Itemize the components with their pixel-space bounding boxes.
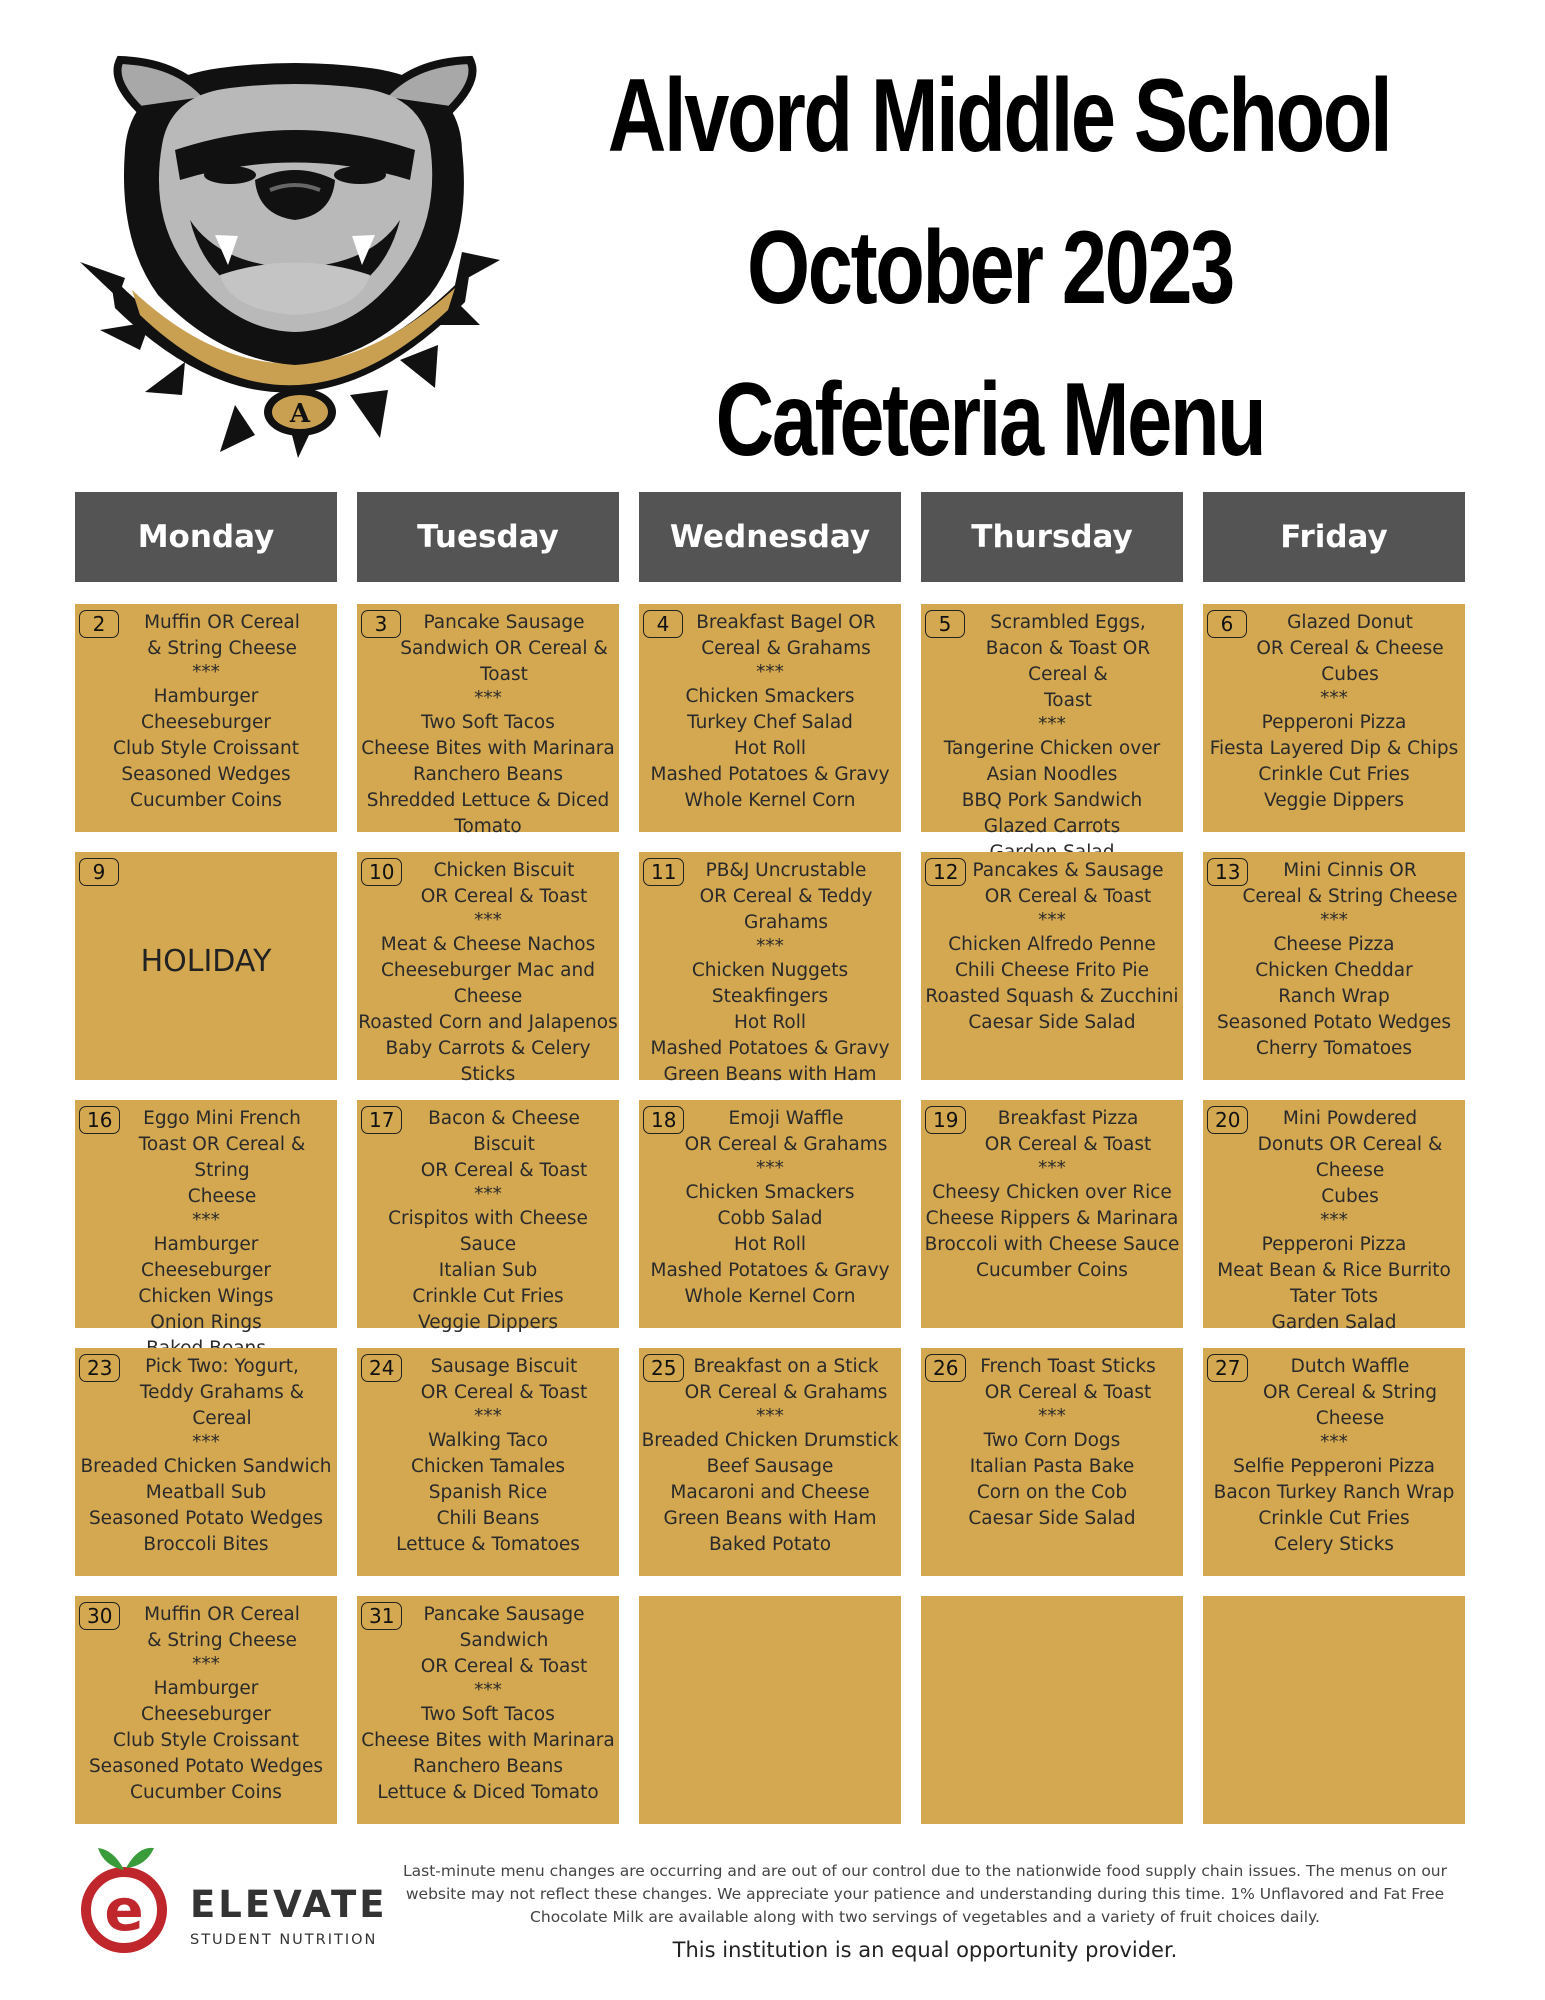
date-badge: 24 <box>361 1354 402 1382</box>
breakfast-items: Muffin OR Cereal & String Cheese <box>144 612 300 659</box>
empty-day-cell <box>921 1596 1183 1824</box>
lunch-items: Two Soft Tacos Cheese Bites with Marinara Ranchero Beans Shredded Lettuce & Diced Tomato <box>361 712 615 837</box>
lunch-items: Breaded Chicken Sandwich Meatball Sub Seasoned Potato Wedges Broccoli Bites <box>80 1456 332 1555</box>
elevate-brand-name: ELEVATE <box>190 1883 388 1926</box>
menu-items <box>357 1354 619 1558</box>
date-badge: 19 <box>925 1106 966 1134</box>
date-badge: 6 <box>1207 610 1247 638</box>
date-badge: 25 <box>643 1354 684 1382</box>
breakfast-items: Mini Cinnis OR Cereal & String Cheese <box>1242 860 1458 907</box>
breakfast-items: Scrambled Eggs, Bacon & Toast OR Cereal & Toast <box>985 612 1151 711</box>
breakfast-items: Pick Two: Yogurt, Teddy Grahams & Cereal <box>139 1356 305 1429</box>
elevate-letter: e <box>104 1876 144 1944</box>
day-cell-oct-24 <box>357 1348 619 1576</box>
date-badge: 26 <box>925 1354 966 1382</box>
day-cell-oct-27 <box>1203 1348 1465 1576</box>
lunch-items: Hamburger Cheeseburger Club Style Croissant Seasoned Wedges Cucumber Coins <box>113 686 299 811</box>
meal-separator: *** <box>1038 1158 1066 1179</box>
breakfast-items: PB&J Uncrustable OR Cereal & Teddy Grahams <box>699 860 873 933</box>
date-badge: 5 <box>925 610 965 638</box>
breakfast-items: Pancake Sausage Sandwich OR Cereal & Toast <box>400 612 608 685</box>
menu-items <box>75 1602 337 1806</box>
empty-day-cell <box>639 1596 901 1824</box>
menu-items <box>357 858 619 1088</box>
breakfast-items: Mini Powdered Donuts OR Cereal & Cheese Cubes <box>1257 1108 1443 1207</box>
date-badge: 12 <box>925 858 966 886</box>
date-badge: 9 <box>79 858 119 886</box>
equal-opportunity-statement: This institution is an equal opportunity provider. <box>672 1938 1178 1962</box>
menu-items <box>921 858 1183 1036</box>
lunch-items: Two Soft Tacos Cheese Bites with Marinara Ranchero Beans Lettuce & Diced Tomato <box>361 1704 615 1803</box>
day-cell-oct-31 <box>357 1596 619 1824</box>
day-cell-oct-5 <box>921 604 1183 837</box>
date-badge: 27 <box>1207 1354 1248 1382</box>
breakfast-items: Muffin OR Cereal & String Cheese <box>144 1604 300 1651</box>
day-header-friday: Friday <box>1203 492 1465 582</box>
title-line-menu: Cafeteria Menu <box>715 362 1265 478</box>
day-cell-oct-17 <box>357 1100 619 1333</box>
date-badge: 4 <box>643 610 683 638</box>
lunch-items: Chicken Alfredo Penne Chili Cheese Frito Pie Roasted Squash & Zucchini Caesar Side Salad <box>925 934 1179 1033</box>
lunch-items: Cheesy Chicken over Rice Cheese Rippers & Marinara Broccoli with Cheese Sauce Cucumber Coins <box>924 1182 1180 1281</box>
leaf-icon <box>98 1848 124 1870</box>
breakfast-items: Chicken Biscuit OR Cereal & Toast <box>420 860 588 907</box>
breakfast-items: Pancakes & Sausage OR Cereal & Toast <box>972 860 1164 907</box>
date-badge: 13 <box>1207 858 1248 886</box>
page-title <box>607 40 1391 496</box>
breakfast-items: French Toast Sticks OR Cereal & Toast <box>980 1356 1156 1403</box>
menu-items <box>639 610 901 814</box>
date-badge: 17 <box>361 1106 402 1134</box>
meal-separator: *** <box>192 1654 220 1675</box>
day-cell-oct-13 <box>1203 852 1465 1080</box>
day-cell-oct-19 <box>921 1100 1183 1328</box>
date-badge: 23 <box>79 1354 120 1382</box>
lunch-items: Meat & Cheese Nachos Cheeseburger Mac and Cheese Roasted Corn and Jalapenos Baby Carrots & Celery Sticks <box>358 934 618 1085</box>
date-badge: 3 <box>361 610 401 638</box>
day-header-monday: Monday <box>75 492 337 582</box>
day-cell-oct-18 <box>639 1100 901 1328</box>
menu-items <box>357 1602 619 1806</box>
lunch-items: Cheese Pizza Chicken Cheddar Ranch Wrap Seasoned Potato Wedges Cherry Tomatoes <box>1216 934 1452 1059</box>
meal-separator: *** <box>1320 1432 1348 1453</box>
lunch-items: Two Corn Dogs Italian Pasta Bake Corn on the Cob Caesar Side Salad <box>968 1430 1136 1529</box>
day-cell-oct-9 <box>75 852 337 1080</box>
lunch-items: Selfie Pepperoni Pizza Bacon Turkey Ranch Wrap Crinkle Cut Fries Celery Sticks <box>1213 1456 1455 1555</box>
meal-separator: *** <box>474 1184 502 1205</box>
menu-items <box>921 1106 1183 1284</box>
meal-separator: *** <box>1038 1406 1066 1427</box>
breakfast-items: Breakfast Pizza OR Cereal & Toast <box>984 1108 1152 1155</box>
meal-separator: *** <box>1320 910 1348 931</box>
meal-separator: *** <box>756 1406 784 1427</box>
date-badge: 20 <box>1207 1106 1248 1134</box>
menu-disclaimer: Last-minute menu changes are occurring and are out of our control due to the nationwide food supply chain issues. The menus on our website may not reflect these changes. We appreciate your patience and understanding during this time. 1% Unflavored and Fat Free Chocolate Milk are available along with two servings of vegetables and a variety of fruit choices daily. <box>402 1862 1447 1926</box>
lunch-items: Walking Taco Chicken Tamales Spanish Rice Chili Beans Lettuce & Tomatoes <box>396 1430 580 1555</box>
day-header-thursday: Thursday <box>921 492 1183 582</box>
menu-items <box>639 858 901 1088</box>
empty-day-cell <box>1203 1596 1465 1824</box>
day-cell-oct-3 <box>357 604 619 837</box>
medallion-letter: A <box>289 399 311 429</box>
lunch-items: Breaded Chicken Drumstick Beef Sausage Macaroni and Cheese Green Beans with Ham Baked Potato <box>641 1430 899 1555</box>
meal-separator: *** <box>192 1210 220 1231</box>
date-badge: 30 <box>79 1602 120 1630</box>
elevate-student-nutrition-logo <box>80 1832 388 1964</box>
title-line-school: Alvord Middle School <box>607 58 1391 174</box>
meal-separator: *** <box>1320 688 1348 709</box>
meal-separator: *** <box>474 688 502 709</box>
meal-separator: *** <box>756 662 784 683</box>
menu-items <box>357 610 619 840</box>
elevate-brand-sub: STUDENT NUTRITION <box>190 1932 378 1948</box>
breakfast-items: Dutch Waffle OR Cereal & String Cheese <box>1262 1356 1438 1429</box>
menu-items <box>75 1354 337 1558</box>
lunch-items: Hamburger Cheeseburger Club Style Croissant Seasoned Potato Wedges Cucumber Coins <box>88 1678 324 1803</box>
lunch-items: Hamburger Cheeseburger Chicken Wings Onion Rings <box>138 1234 274 1333</box>
day-cell-oct-6 <box>1203 604 1465 832</box>
menu-items <box>921 1354 1183 1532</box>
lunch-items: Pepperoni Pizza Meat Bean & Rice Burrito Tater Tots Garden Salad <box>1217 1234 1451 1333</box>
menu-items <box>75 1106 337 1362</box>
breakfast-items: Sausage Biscuit OR Cereal & Toast <box>420 1356 588 1403</box>
menu-items <box>357 1106 619 1336</box>
meal-separator: *** <box>1320 1210 1348 1231</box>
bulldog-mascot-logo <box>70 40 520 470</box>
meal-separator: *** <box>474 910 502 931</box>
day-cell-oct-26 <box>921 1348 1183 1576</box>
day-cell-oct-4 <box>639 604 901 832</box>
day-cell-oct-12 <box>921 852 1183 1080</box>
meal-separator: *** <box>192 662 220 683</box>
date-badge: 31 <box>361 1602 402 1630</box>
lunch-items: Pepperoni Pizza Fiesta Layered Dip & Chips Crinkle Cut Fries Veggie Dippers <box>1209 712 1459 811</box>
breakfast-items: Bacon & Cheese Biscuit OR Cereal & Toast <box>420 1108 588 1181</box>
lunch-items: Tangerine Chicken over Asian Noodles BBQ Pork Sandwich Glazed Carrots <box>943 738 1161 837</box>
menu-items <box>75 610 337 814</box>
menu-items <box>1203 858 1465 1062</box>
day-cell-oct-25 <box>639 1348 901 1576</box>
breakfast-items: Emoji Waffle OR Cereal & Grahams <box>684 1108 888 1155</box>
day-cell-oct-16 <box>75 1100 337 1333</box>
breakfast-items: Pancake Sausage Sandwich OR Cereal & Toast <box>420 1604 588 1677</box>
date-badge: 10 <box>361 858 402 886</box>
meal-separator: *** <box>756 936 784 957</box>
date-badge: 18 <box>643 1106 684 1134</box>
meal-separator: *** <box>474 1406 502 1427</box>
lunch-items: Chicken Smackers Turkey Chef Salad Hot Roll Mashed Potatoes & Gravy Whole Kernel Corn <box>650 686 890 811</box>
day-cell-oct-23 <box>75 1348 337 1576</box>
day-header-tuesday: Tuesday <box>357 492 619 582</box>
breakfast-items: Eggo Mini French Toast OR Cereal & String Cheese <box>138 1108 306 1207</box>
lunch-items: Chicken Nuggets Steakfingers Hot Roll Mashed Potatoes & Gravy Green Beans with Ham <box>650 960 890 1085</box>
holiday-label: HOLIDAY <box>140 944 272 979</box>
menu-items <box>1203 610 1465 814</box>
menu-items <box>1203 1106 1465 1336</box>
day-header-wednesday: Wednesday <box>639 492 901 582</box>
date-badge: 16 <box>79 1106 120 1134</box>
meal-separator: *** <box>1038 714 1066 735</box>
lunch-items: Crispitos with Cheese Sauce Italian Sub Crinkle Cut Fries Veggie Dippers <box>388 1208 588 1333</box>
breakfast-items: Breakfast on a Stick OR Cereal & Grahams <box>684 1356 888 1403</box>
day-cell-oct-11 <box>639 852 901 1085</box>
title-line-month: October 2023 <box>747 210 1233 326</box>
meal-separator: *** <box>1038 910 1066 931</box>
day-cell-oct-10 <box>357 852 619 1085</box>
date-badge: 2 <box>79 610 119 638</box>
meal-separator: *** <box>192 1432 220 1453</box>
meal-separator: *** <box>474 1680 502 1701</box>
date-badge: 11 <box>643 858 684 886</box>
menu-items <box>1203 1354 1465 1558</box>
menu-items <box>639 1354 901 1558</box>
breakfast-items: Glazed Donut OR Cereal & Cheese Cubes <box>1256 612 1444 685</box>
day-cell-oct-30 <box>75 1596 337 1824</box>
day-cell-oct-20 <box>1203 1100 1465 1333</box>
meal-separator: *** <box>756 1158 784 1179</box>
menu-items <box>921 610 1183 866</box>
lunch-items: Chicken Smackers Cobb Salad Hot Roll Mashed Potatoes & Gravy Whole Kernel Corn <box>650 1182 890 1307</box>
breakfast-items: Breakfast Bagel OR Cereal & Grahams <box>696 612 876 659</box>
day-cell-oct-2 <box>75 604 337 832</box>
menu-items <box>639 1106 901 1310</box>
